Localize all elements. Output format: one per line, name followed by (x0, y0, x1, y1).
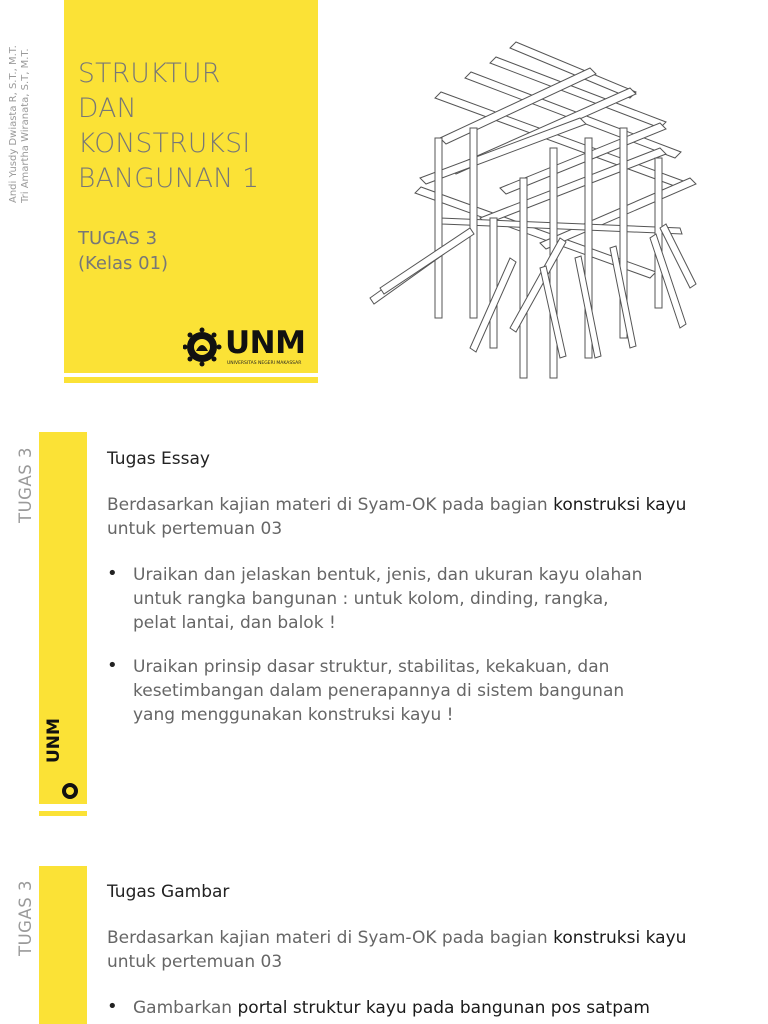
intro-text-end: untuk pertemuan 03 (107, 519, 283, 539)
author-1: Andi Yusdy Dwiasta R, S.T., M.T. (8, 45, 19, 203)
intro-highlight: konstruksi kayu (553, 495, 687, 515)
title-slide-stripe (64, 377, 318, 383)
intro-text-end: untuk pertemuan 03 (107, 952, 283, 972)
bullet-text (133, 996, 650, 1020)
title-line: BANGUNAN 1 (78, 163, 260, 194)
intro-text: Berdasarkan kajian materi di Syam-OK pada bagian (107, 928, 554, 948)
bullet-dot: • (107, 996, 118, 1017)
bullet-line: kesetimbangan dalam penerapannya di sistem bangunan (133, 681, 625, 701)
bullet-line: Uraikan dan jelaskan bentuk, jenis, dan ukuran kayu olahan (133, 565, 643, 585)
bullet-text-plain: Gambarkan (133, 998, 238, 1018)
bullet-line: Uraikan prinsip dasar struktur, stabilitas, kekakuan, dan (133, 657, 610, 677)
intro-text: Berdasarkan kajian materi di Syam-OK pada bagian (107, 495, 554, 515)
unm-logo (183, 325, 313, 375)
title-line: DAN (78, 93, 137, 124)
drawing-intro (107, 926, 727, 974)
author-credits (8, 5, 38, 205)
bullet-dot: • (107, 655, 118, 676)
logo-wordmark: UNM (44, 718, 64, 763)
logo-wordmark: UNM (225, 325, 306, 361)
intro-highlight: konstruksi kayu (553, 928, 687, 948)
drawing-side-label: TUGAS 3 (16, 880, 35, 956)
assignment-subtitle (78, 226, 168, 276)
essay-side-stripe (39, 811, 87, 816)
title-line: STRUKTUR (78, 58, 221, 89)
author-2: Tri Amartha Wiranata, S.T, M.T. (20, 48, 31, 203)
bullet-text (133, 563, 642, 635)
bullet-highlight: portal struktur kayu pada bangunan pos satpam (237, 998, 650, 1018)
bullet-text (133, 655, 624, 727)
drawing-heading: Tugas Gambar (107, 882, 230, 902)
essay-heading: Tugas Essay (107, 449, 210, 469)
timber-frame-isometric-icon (360, 28, 712, 390)
logo-subtext: UNIVERSITAS NEGERI MAKASSAR (227, 361, 302, 366)
bullet-line: pelat lantai, dan balok ! (133, 613, 336, 633)
title-line: KONSTRUKSI (78, 128, 251, 159)
unm-logo-small (44, 718, 82, 803)
subtitle-line: (Kelas 01) (78, 253, 169, 274)
bullet-dot: • (107, 563, 118, 584)
course-title (78, 56, 314, 196)
drawing-side-panel (39, 866, 87, 1024)
essay-side-label: TUGAS 3 (16, 447, 35, 523)
timber-frame-drawing (360, 28, 712, 390)
subtitle-line: TUGAS 3 (78, 228, 158, 249)
bullet-line: untuk rangka bangunan : untuk kolom, dinding, rangka, (133, 589, 609, 609)
essay-intro (107, 493, 727, 541)
bullet-line: yang menggunakan konstruksi kayu ! (133, 705, 454, 725)
